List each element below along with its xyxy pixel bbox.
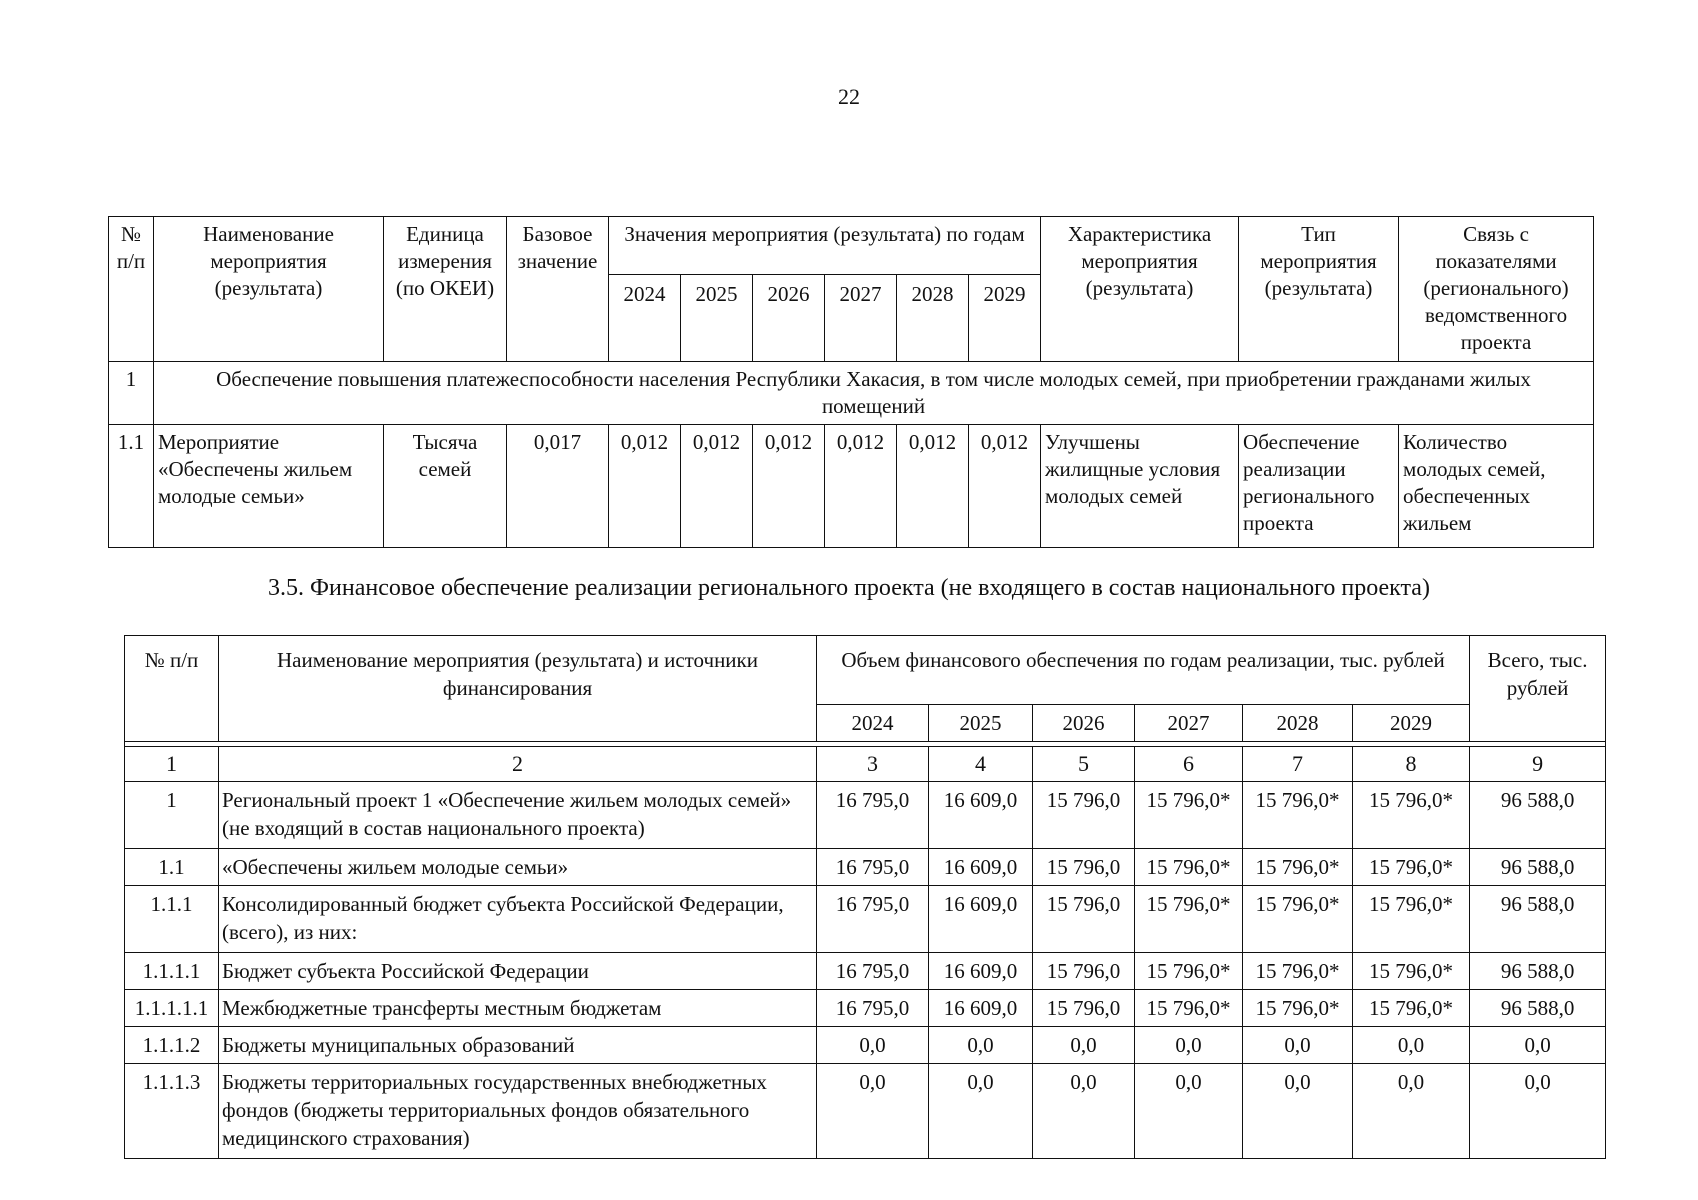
table-row xyxy=(125,953,1606,990)
row-year-amount: 15 796,0* xyxy=(1243,782,1353,849)
row-year-value: 0,012 xyxy=(609,425,681,548)
col-header-type: Тип мероприятия (результата) xyxy=(1239,217,1399,362)
col-header-unit: Единица измерения (по ОКЕИ) xyxy=(384,217,507,362)
row-name: Региональный проект 1 «Обеспечение жильем молодых семей» (не входящий в состав национального проекта) xyxy=(219,782,817,849)
col-header-base: Базовое значение xyxy=(507,217,609,362)
row-year-amount: 15 796,0* xyxy=(1135,953,1243,990)
row-year-value: 0,012 xyxy=(753,425,825,548)
section-number: 1 xyxy=(109,362,154,425)
row-type: Обеспечение реализации регионального проекта xyxy=(1239,425,1399,548)
row-number: 1.1 xyxy=(109,425,154,548)
row-base-value: 0,017 xyxy=(507,425,609,548)
section-title: Обеспечение повышения платежеспособности населения Республики Хакасия, в том числе молодых семей, при приобретении гражданами жилых помещений xyxy=(154,362,1594,425)
row-year-amount: 15 796,0 xyxy=(1033,990,1135,1027)
row-year-amount: 16 795,0 xyxy=(817,849,929,886)
column-number: 2 xyxy=(219,747,817,782)
row-year-amount: 0,0 xyxy=(1033,1027,1135,1064)
row-year-value: 0,012 xyxy=(681,425,753,548)
section-heading: 3.5. Финансовое обеспечение реализации регионального проекта (не входящего в состав национального проекта) xyxy=(268,575,1430,601)
row-year-amount: 15 796,0* xyxy=(1243,953,1353,990)
row-year-value: 0,012 xyxy=(969,425,1041,548)
row-link: Количество молодых семей, обеспеченных жильем xyxy=(1399,425,1594,548)
row-total: 96 588,0 xyxy=(1470,849,1606,886)
row-name: Бюджеты территориальных государственных внебюджетных фондов (бюджеты территориальных фондов обязательного медицинского страхования) xyxy=(219,1064,817,1159)
table-row xyxy=(125,886,1606,953)
row-year-amount: 16 609,0 xyxy=(929,782,1033,849)
row-year-amount: 15 796,0* xyxy=(1243,990,1353,1027)
row-total: 0,0 xyxy=(1470,1064,1606,1159)
row-total: 96 588,0 xyxy=(1470,990,1606,1027)
year-header: 2025 xyxy=(929,705,1033,742)
financing-table xyxy=(124,635,1606,1159)
col-header-values: Значения мероприятия (результата) по годам xyxy=(609,217,1041,275)
column-number: 6 xyxy=(1135,747,1243,782)
col-header-name: Наименование мероприятия (результата) xyxy=(154,217,384,362)
row-year-amount: 15 796,0* xyxy=(1243,886,1353,953)
page-number: 22 xyxy=(838,84,860,109)
column-number: 9 xyxy=(1470,747,1606,782)
row-year-amount: 0,0 xyxy=(817,1027,929,1064)
row-year-amount: 15 796,0* xyxy=(1353,886,1470,953)
col-header-num: № п/п xyxy=(125,636,219,742)
column-number: 5 xyxy=(1033,747,1135,782)
row-year-amount: 0,0 xyxy=(1353,1027,1470,1064)
row-year-amount: 15 796,0* xyxy=(1135,886,1243,953)
row-number: 1.1.1.3 xyxy=(125,1064,219,1159)
row-year-amount: 15 796,0* xyxy=(1353,849,1470,886)
row-year-amount: 0,0 xyxy=(1135,1027,1243,1064)
table-row xyxy=(125,990,1606,1027)
row-unit: Тысяча семей xyxy=(384,425,507,548)
row-year-amount: 16 609,0 xyxy=(929,886,1033,953)
row-year-amount: 15 796,0* xyxy=(1353,782,1470,849)
row-year-amount: 15 796,0 xyxy=(1033,782,1135,849)
column-number: 3 xyxy=(817,747,929,782)
year-header: 2026 xyxy=(753,275,825,362)
row-year-amount: 15 796,0* xyxy=(1135,990,1243,1027)
row-year-amount: 16 795,0 xyxy=(817,782,929,849)
row-year-amount: 15 796,0 xyxy=(1033,886,1135,953)
row-year-amount: 15 796,0* xyxy=(1135,849,1243,886)
row-year-amount: 0,0 xyxy=(929,1027,1033,1064)
col-header-name: Наименование мероприятия (результата) и источники финансирования xyxy=(219,636,817,742)
row-year-amount: 16 795,0 xyxy=(817,990,929,1027)
row-year-amount: 16 609,0 xyxy=(929,953,1033,990)
row-name: Мероприятие «Обеспечены жильем молодые семьи» xyxy=(154,425,384,548)
column-number: 1 xyxy=(125,747,219,782)
column-number: 4 xyxy=(929,747,1033,782)
row-year-amount: 15 796,0 xyxy=(1033,849,1135,886)
row-characteristic: Улучшены жилищные условия молодых семей xyxy=(1041,425,1239,548)
table-row xyxy=(125,782,1606,849)
year-header: 2029 xyxy=(969,275,1041,362)
column-numbers-row xyxy=(125,747,1606,782)
row-name: Бюджеты муниципальных образований xyxy=(219,1027,817,1064)
year-header: 2027 xyxy=(825,275,897,362)
row-number: 1 xyxy=(125,782,219,849)
row-year-amount: 0,0 xyxy=(929,1064,1033,1159)
row-year-amount: 15 796,0* xyxy=(1353,990,1470,1027)
row-total: 0,0 xyxy=(1470,1027,1606,1064)
year-header: 2028 xyxy=(897,275,969,362)
row-year-amount: 15 796,0 xyxy=(1033,953,1135,990)
results-table xyxy=(108,216,1594,548)
row-year-amount: 0,0 xyxy=(1353,1064,1470,1159)
year-header: 2029 xyxy=(1353,705,1470,742)
year-header: 2024 xyxy=(817,705,929,742)
row-year-amount: 16 609,0 xyxy=(929,849,1033,886)
row-year-amount: 15 796,0* xyxy=(1243,849,1353,886)
col-header-link: Связь с показателями (регионального) ведомственного проекта xyxy=(1399,217,1594,362)
row-number: 1.1.1.1.1 xyxy=(125,990,219,1027)
row-year-amount: 0,0 xyxy=(1243,1027,1353,1064)
table-row xyxy=(125,1064,1606,1159)
row-name: Бюджет субъекта Российской Федерации xyxy=(219,953,817,990)
year-header: 2025 xyxy=(681,275,753,362)
row-name: Консолидированный бюджет субъекта Российской Федерации, (всего), из них: xyxy=(219,886,817,953)
row-year-value: 0,012 xyxy=(897,425,969,548)
row-year-amount: 0,0 xyxy=(1135,1064,1243,1159)
row-total: 96 588,0 xyxy=(1470,782,1606,849)
row-year-amount: 0,0 xyxy=(1243,1064,1353,1159)
row-number: 1.1.1 xyxy=(125,886,219,953)
year-header: 2026 xyxy=(1033,705,1135,742)
year-header: 2028 xyxy=(1243,705,1353,742)
column-number: 7 xyxy=(1243,747,1353,782)
row-number: 1.1.1.2 xyxy=(125,1027,219,1064)
row-total: 96 588,0 xyxy=(1470,886,1606,953)
column-number: 8 xyxy=(1353,747,1470,782)
row-year-amount: 16 609,0 xyxy=(929,990,1033,1027)
row-number: 1.1.1.1 xyxy=(125,953,219,990)
col-header-total: Всего, тыс. рублей xyxy=(1470,636,1606,742)
year-header: 2027 xyxy=(1135,705,1243,742)
row-name: Межбюджетные трансферты местным бюджетам xyxy=(219,990,817,1027)
row-year-amount: 16 795,0 xyxy=(817,953,929,990)
row-number: 1.1 xyxy=(125,849,219,886)
col-header-characteristic: Характеристика мероприятия (результата) xyxy=(1041,217,1239,362)
col-header-volume: Объем финансового обеспечения по годам реализации, тыс. рублей xyxy=(817,636,1470,705)
row-year-amount: 0,0 xyxy=(1033,1064,1135,1159)
row-total: 96 588,0 xyxy=(1470,953,1606,990)
row-year-amount: 15 796,0* xyxy=(1353,953,1470,990)
row-year-value: 0,012 xyxy=(825,425,897,548)
row-year-amount: 16 795,0 xyxy=(817,886,929,953)
row-year-amount: 15 796,0* xyxy=(1135,782,1243,849)
table-row xyxy=(125,849,1606,886)
year-header: 2024 xyxy=(609,275,681,362)
row-name: «Обеспечены жильем молодые семьи» xyxy=(219,849,817,886)
table-row xyxy=(125,1027,1606,1064)
col-header-num: № п/п xyxy=(109,217,154,362)
row-year-amount: 0,0 xyxy=(817,1064,929,1159)
table-row xyxy=(109,425,1594,548)
